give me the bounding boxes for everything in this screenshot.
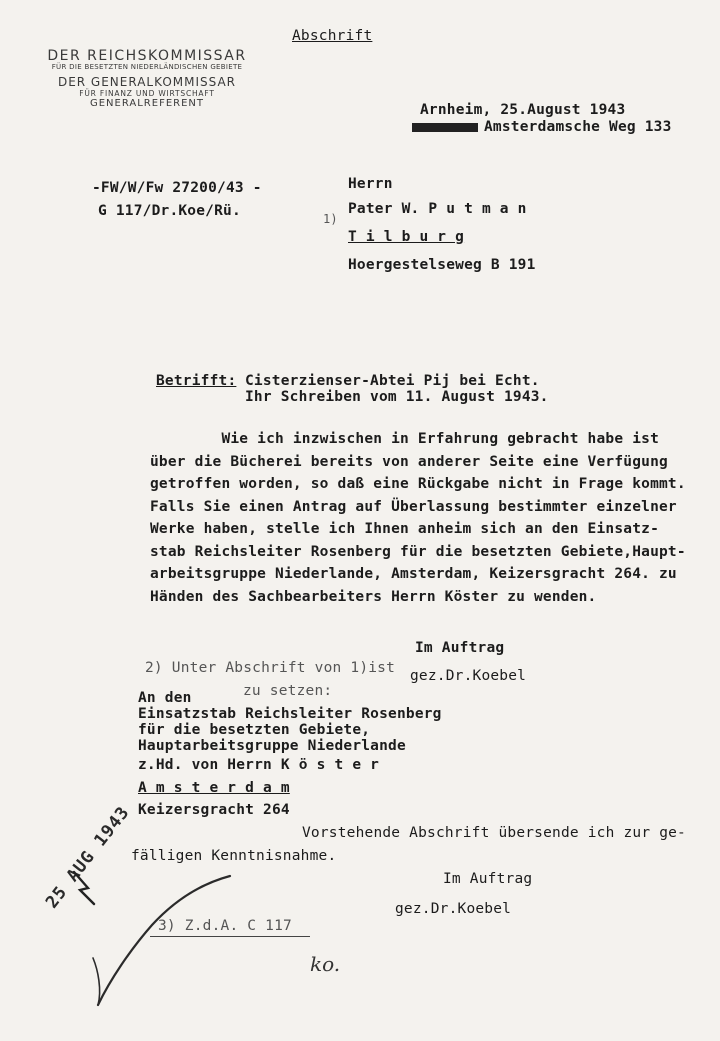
- signoff-signed-1: gez.Dr.Koebel: [410, 668, 527, 684]
- handwritten-initials: ko.: [310, 952, 341, 976]
- address-salutation: Herrn: [348, 176, 393, 192]
- letterhead: [22, 48, 272, 109]
- signoff-auftrag-2: Im Auftrag: [443, 871, 533, 887]
- signoff-auftrag-1: Im Auftrag: [415, 640, 505, 656]
- recipient-street: Keizersgracht 264: [138, 802, 290, 818]
- address-name: Pater W. P u t m a n: [348, 201, 527, 217]
- body-line: Händen des Sachbearbeiters Herrn Köster zu wenden.: [150, 588, 597, 605]
- body-line: arbeitsgruppe Niederlande, Amsterdam, Keizersgracht 264. zu: [150, 566, 677, 582]
- marker-1: 1): [323, 212, 338, 226]
- date-stamp: 25 AUG 1943: [42, 802, 134, 913]
- body-line: stab Reichsleiter Rosenberg für die besetzten Gebiete,Haupt-: [150, 543, 686, 560]
- reference-number: -FW/W/Fw 27200/43 -: [92, 180, 262, 196]
- sender-street: Amsterdamsche Weg 133: [484, 119, 672, 135]
- signoff-signed-2: gez.Dr.Koebel: [395, 901, 512, 917]
- subject-label: Betrifft:: [156, 373, 237, 389]
- sender-street-line: [412, 119, 672, 135]
- recipient-line-2: Einsatzstab Reichsleiter Rosenberg: [138, 706, 442, 722]
- item-3: 3) Z.d.A. C 117: [158, 918, 292, 934]
- recipient-line-1: An den: [138, 690, 192, 706]
- forward-line-2: fälligen Kenntnisnahme.: [131, 848, 337, 864]
- handwritten-mark: [70, 868, 100, 908]
- recipient-line-4: Hauptarbeitsgruppe Niederlande: [138, 738, 406, 754]
- body-line: Wie ich inzwischen in Erfahrung gebracht habe ist: [150, 431, 659, 447]
- subject-line-2: Ihr Schreiben vom 11. August 1943.: [245, 389, 549, 405]
- letterhead-line-2: FÜR DIE BESETZTEN NIEDERLÄNDISCHEN GEBIETE: [51, 63, 243, 71]
- strikeout-bar: [412, 123, 478, 132]
- address-city: T i l b u r g: [348, 229, 465, 245]
- item-2-line-1: 2) Unter Abschrift von 1)ist: [145, 660, 396, 676]
- body-line: über die Bücherei bereits von anderer Seite eine Verfügung: [150, 453, 668, 470]
- item-2-line-2: zu setzen:: [243, 683, 333, 699]
- forward-line-1: Vorstehende Abschrift übersende ich zur ge-: [302, 825, 686, 841]
- letter-body: [150, 428, 710, 608]
- recipient-city: A m s t e r d a m: [138, 780, 290, 796]
- letterhead-line-1: DER REICHSKOMMISSAR: [47, 48, 247, 64]
- subject-line-1: Cisterzienser-Abtei Pij bei Echt.: [245, 373, 540, 389]
- address-street: Hoergestelseweg B 191: [348, 257, 536, 273]
- body-line: Werke haben, stelle ich Ihnen anheim sich an den Einsatz-: [150, 521, 659, 537]
- body-line: Falls Sie einen Antrag auf Überlassung bestimmter einzelner: [150, 498, 677, 515]
- letterhead-line-5: GENERALREFERENT: [89, 98, 204, 109]
- letterhead-line-4: FÜR FINANZ UND WIRTSCHAFT: [79, 89, 215, 98]
- letterhead-line-3: DER GENERALKOMMISSAR: [57, 75, 237, 89]
- body-line: getroffen worden, so daß eine Rückgabe nicht in Frage kommt.: [150, 476, 686, 492]
- recipient-line-5: z.Hd. von Herrn K ö s t e r: [138, 757, 380, 773]
- recipient-line-3: für die besetzten Gebiete,: [138, 722, 371, 738]
- handwritten-check-stroke: [90, 870, 240, 1010]
- document-title: Abschrift: [292, 28, 373, 44]
- place-date: Arnheim, 25.August 1943: [420, 102, 626, 118]
- reference-code: G 117/Dr.Koe/Rü.: [98, 203, 241, 219]
